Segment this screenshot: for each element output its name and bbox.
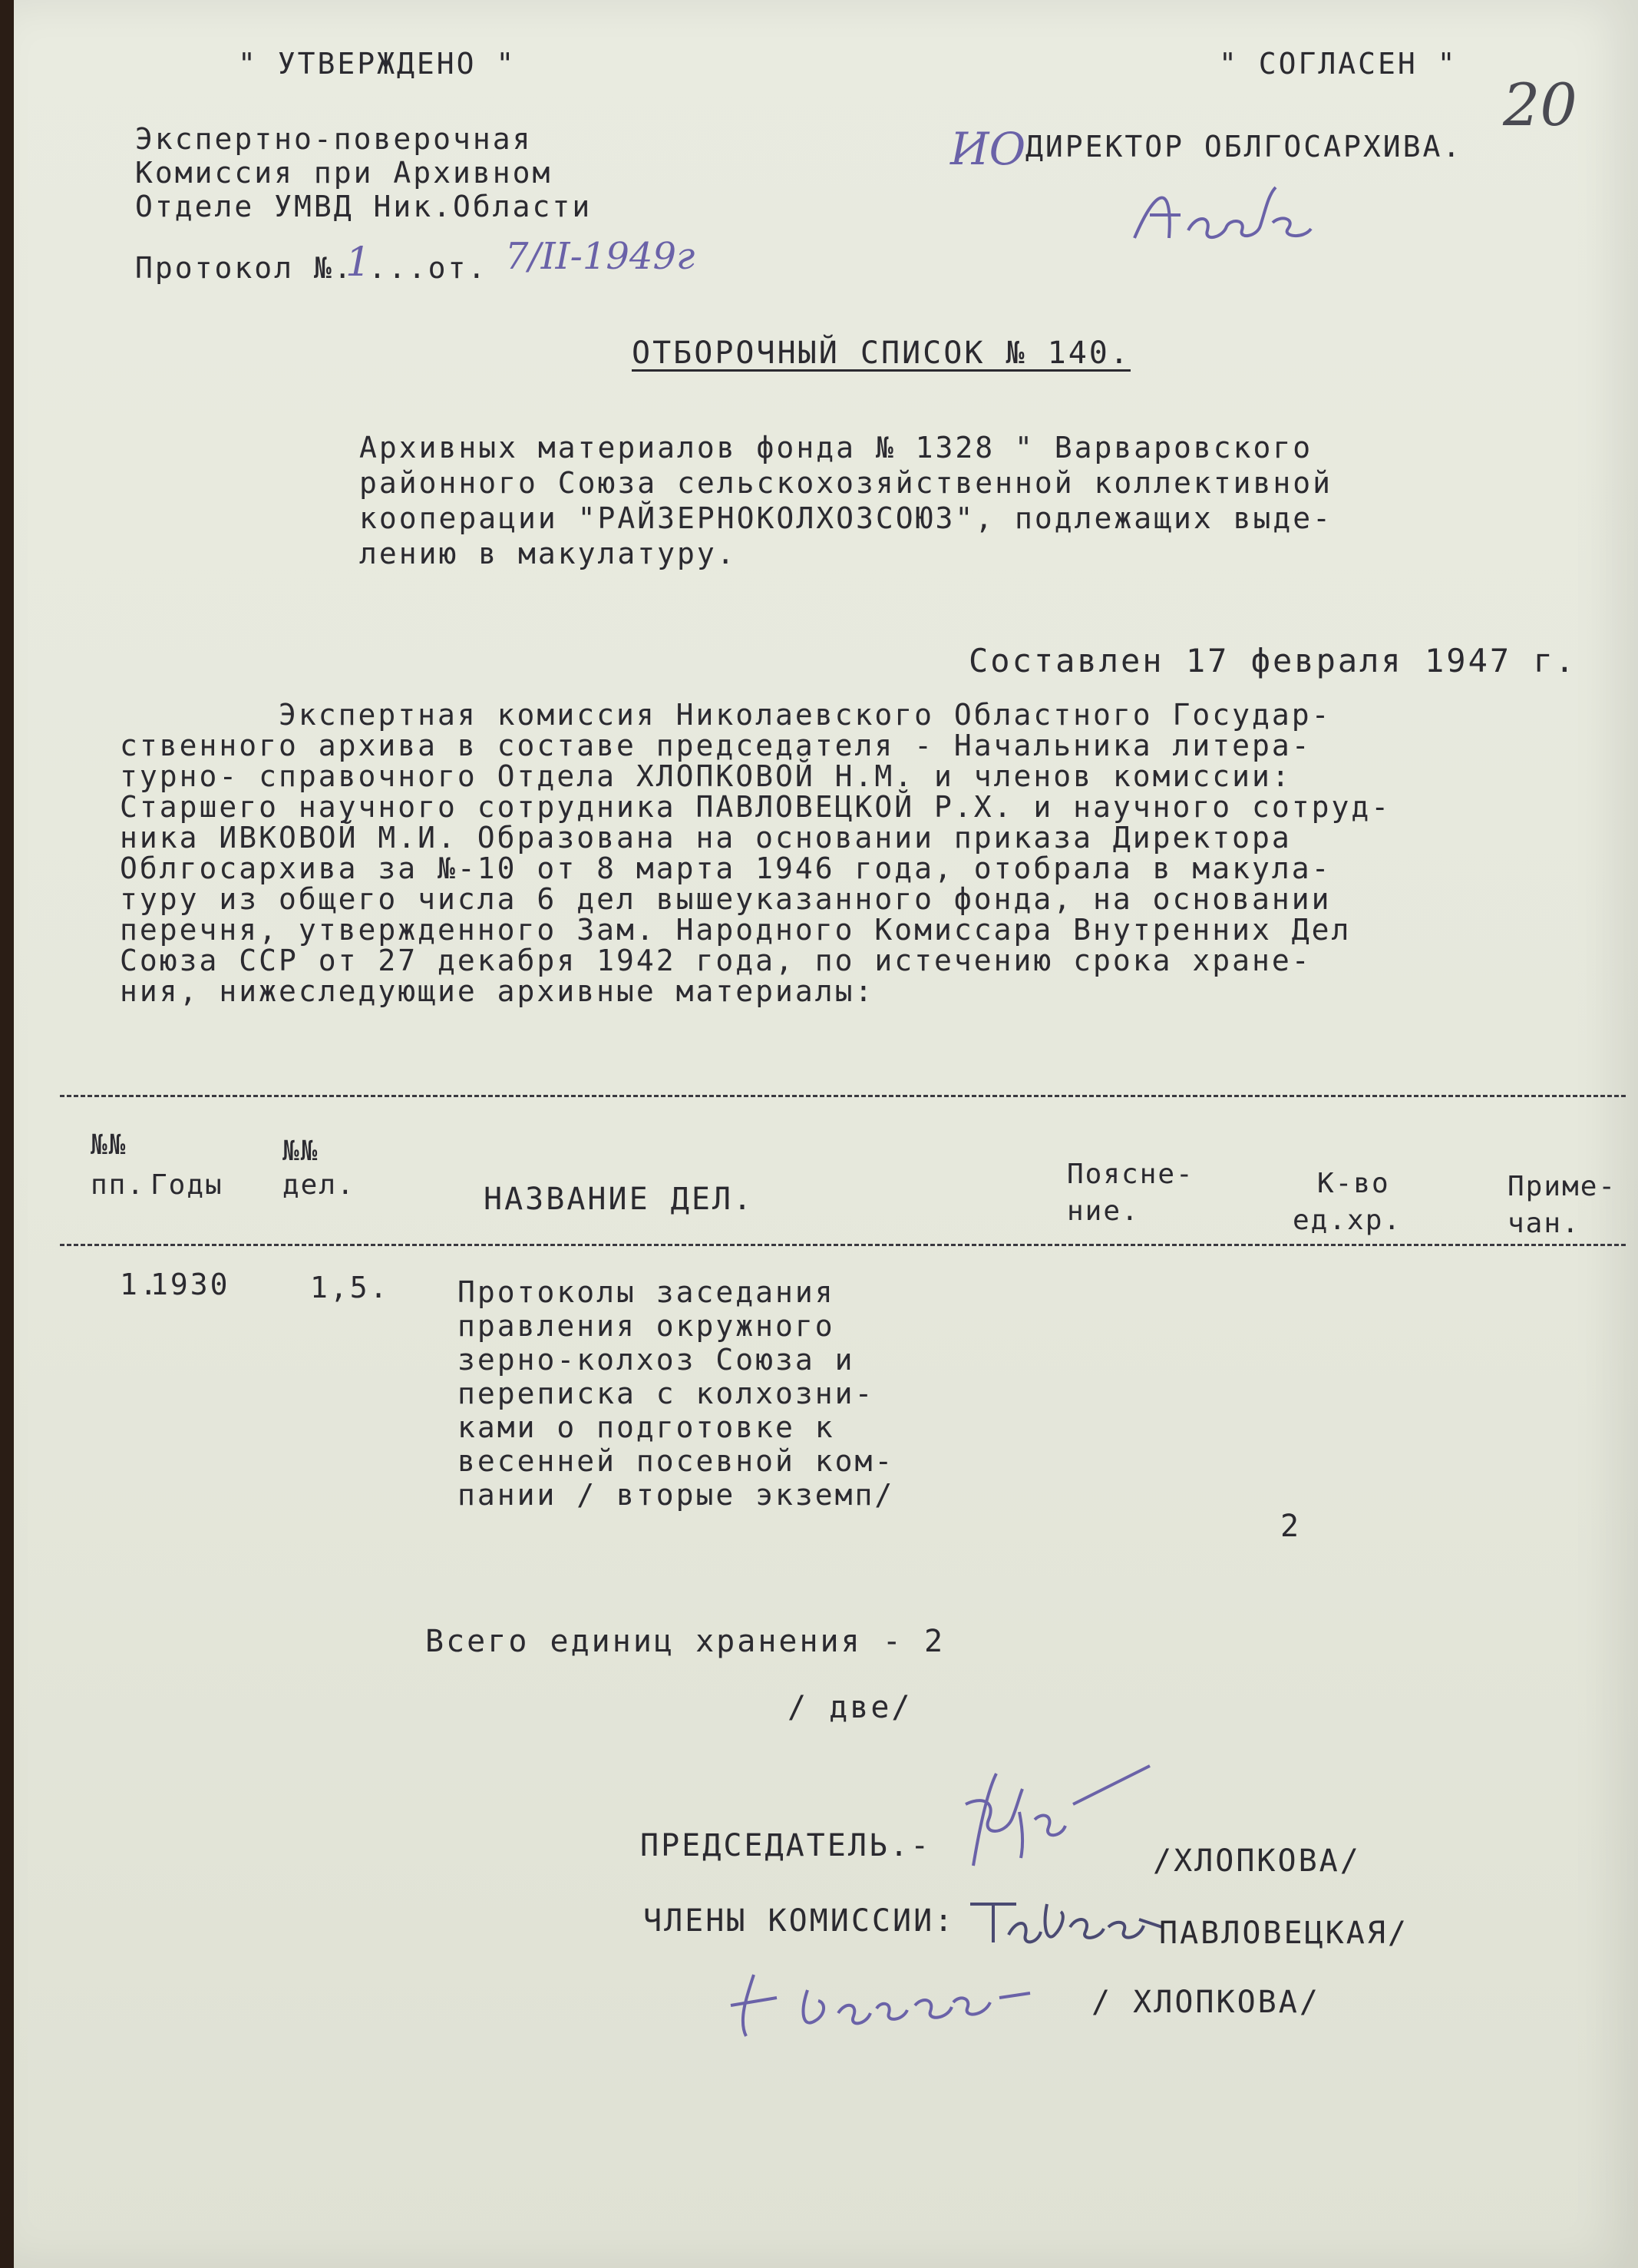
header-explanation-2: ние. [1067,1195,1140,1227]
member-2-name: / ХЛОПКОВА/ [1091,1985,1320,2020]
director-title: ДИРЕКТОР ОБЛГОСАРХИВА. [1025,130,1463,164]
chairman-name: /ХЛОПКОВА/ [1153,1843,1361,1879]
protocol-from: ...от. [368,251,488,285]
body-line-8: перечня, утвержденного Зам. Народного Комиссара Внутренних Дел [120,913,1352,947]
row-cases: 1,5. [310,1271,390,1304]
body-line-7: туру из общего числа 6 дел вышеуказанного фонда, на основании [120,882,1332,916]
acting-prefix: ИО [950,123,1026,175]
document-page [14,0,1638,2268]
approved-stamp: " УТВЕРЖДЕНО " [238,47,517,81]
row-name-7: пании / вторые экземп/ [457,1478,895,1512]
row-name-4: переписка с колхозни- [457,1377,875,1410]
chairman-signature [950,1758,1165,1881]
header-note-1: Приме- [1508,1171,1617,1202]
header-units-2: ед.хр. [1293,1205,1402,1236]
subtitle-line-2: районного Союза сельскохозяйственной коллективной [359,466,1333,500]
agreed-stamp: " СОГЛАСЕН " [1219,47,1458,81]
row-year: 1930 [150,1268,230,1301]
director-signature [1127,169,1326,253]
body-line-9: Союза ССР от 27 декабря 1942 года, по истечению срока хране- [120,944,1312,977]
org-line-1: Экспертно-поверочная [135,122,533,156]
header-explanation-1: Поясне- [1067,1159,1194,1190]
header-num-1: №№ [91,1129,127,1161]
protocol-label: Протокол №. [135,251,354,285]
member-1-name: ПАВЛОВЕЦКАЯ/ [1159,1916,1408,1951]
row-name-2: правления окружного [457,1309,835,1343]
row-name-5: ками о подготовке к [457,1410,835,1444]
member-1-signature [955,1873,1177,1958]
total-units: Всего единиц хранения - 2 [425,1624,946,1659]
body-line-1: Экспертная комиссия Николаевского Областного Государ- [120,698,1332,732]
body-line-6: Облгосархива за №-10 от 8 марта 1946 года, отобрала в макула- [120,851,1332,885]
table-top-rule [60,1095,1626,1097]
header-cases-2: дел. [282,1169,355,1201]
members-label: ЧЛЕНЫ КОМИССИИ: [643,1903,956,1939]
chairman-label: ПРЕДСЕДАТЕЛЬ.- [640,1828,932,1863]
protocol-number: 1 [345,240,372,286]
total-units-words: / две/ [788,1690,913,1725]
org-line-2: Комиссия при Архивном [135,156,553,190]
table-header-rule [60,1244,1626,1246]
body-line-5: ника ИВКОВОЙ М.И. Образована на основании приказа Директора [120,821,1292,855]
member-2-signature [723,1959,1076,2044]
body-line-10: ния, нижеследующие архивные материалы: [120,974,875,1008]
header-num-2: пп. [91,1169,146,1201]
body-line-4: Старшего научного сотрудника ПАВЛОВЕЦКОЙ Р.Х. и научного сотруд- [120,790,1392,824]
subtitle-line-4: лению в макулатуру. [359,537,737,570]
subtitle-line-3: кооперации "РАЙЗЕРНОКОЛХОЗСОЮЗ", подлежащих выде- [359,501,1333,535]
header-case-name: НАЗВАНИЕ ДЕЛ. [484,1182,755,1217]
row-name-3: зерно-колхоз Союза и [457,1343,855,1377]
page-number: 20 [1503,71,1577,139]
header-cases-1: №№ [282,1136,319,1167]
row-name-6: весенней посевной ком- [457,1444,895,1478]
org-line-3: Отделе УМВД Ник.Области [135,190,593,223]
body-line-3: турно- справочного Отдела ХЛОПКОВОЙ Н.М. и членов комиссии: [120,759,1292,793]
header-note-2: чан. [1508,1208,1580,1239]
header-units-1: К-во [1317,1168,1390,1199]
row-num: 1. [120,1268,160,1301]
protocol-date: 7/II-1949г [505,235,695,278]
row-name-1: Протоколы заседания [457,1275,835,1309]
subtitle-line-1: Архивных материалов фонда № 1328 " Варваровского [359,431,1313,465]
header-years: Годы [150,1169,223,1201]
body-line-2: ственного архива в составе председателя - Начальника литера- [120,729,1312,762]
compiled-date: Составлен 17 февраля 1947 г. [969,642,1577,679]
row-units: 2 [1280,1509,1302,1544]
document-title: ОТБОРОЧНЫЙ СПИСОК № 140. [632,336,1131,371]
